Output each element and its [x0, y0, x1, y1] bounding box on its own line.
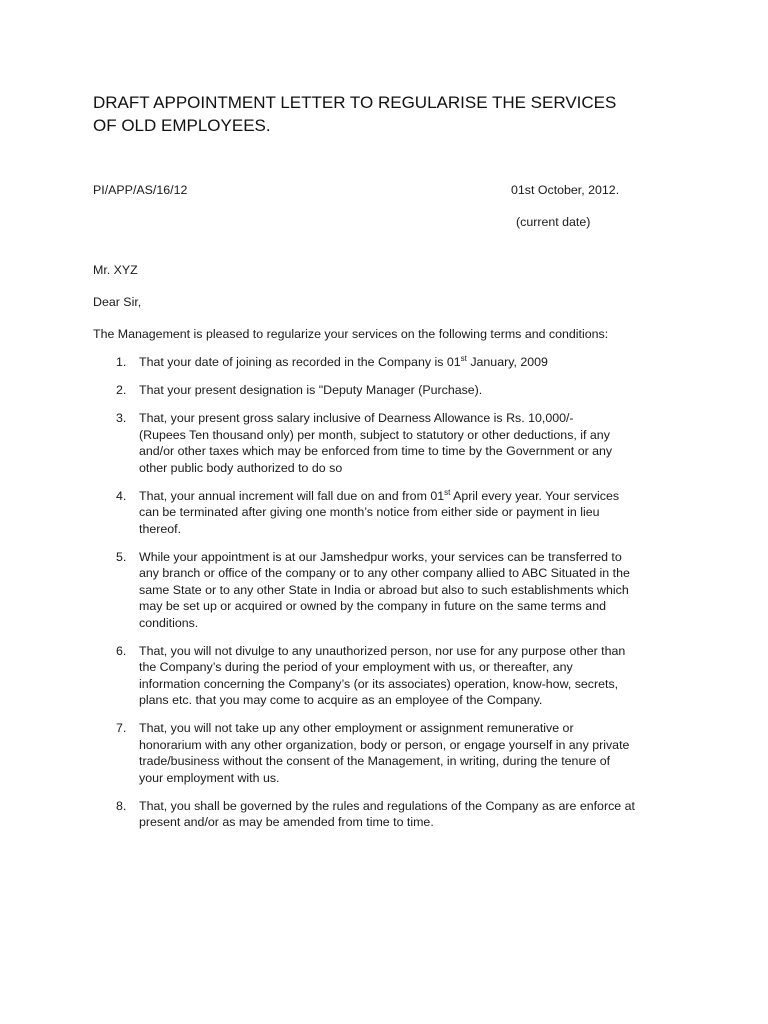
term-text-line [139, 427, 610, 444]
term-text: That, your present gross salary inclusive of Dearness Allowance is Rs. 10,000/- [139, 411, 574, 425]
term-text-line [139, 565, 630, 582]
term-text-line [139, 488, 619, 505]
term-text: may be set up or acquired or owned by the company in future on the same terms and [139, 599, 606, 613]
term-text: and/or other taxes which may be enforced from time to time by the Government or any [139, 444, 613, 458]
term-text-line [139, 753, 610, 770]
term-text-line [139, 737, 629, 754]
term-text-line [139, 460, 342, 477]
term-number: 4. [116, 488, 127, 503]
ordinal-superscript: st [460, 354, 467, 363]
term-text-line [139, 521, 181, 538]
term-text: your employment with us. [139, 770, 280, 785]
term-text: conditions. [139, 615, 199, 630]
term-text-line [139, 676, 618, 693]
term-text-line [139, 615, 198, 632]
term-number: 2. [116, 383, 127, 397]
term-text: That, you will not take up any other employment or assignment remunerative or [139, 721, 574, 735]
term-text: That, you will not divulge to any unauthorized person, nor use for any purpose other than [139, 643, 626, 658]
term-text-line [139, 798, 635, 815]
term-text: That your present designation is "Deputy Manager (Purchase). [139, 383, 483, 397]
title-line-1: DRAFT APPOINTMENT LETTER TO REGULARISE THE SERVICES [93, 93, 617, 112]
term-text-line [139, 354, 548, 371]
term-text-line [139, 443, 612, 460]
term-text: same State or to any other State in India or abroad but also to such establishments which [139, 582, 629, 597]
salutation: Dear Sir, [93, 295, 142, 309]
term-text: can be terminated after giving one month’s notice from either side or payment in lieu [139, 505, 600, 519]
reference-number: PI/APP/AS/16/12 [93, 183, 188, 197]
term-text: the Company’s during the period of your employment with us, or thereafter, any [139, 660, 573, 674]
term-text-line [139, 549, 622, 566]
term-text-line [139, 692, 542, 709]
term-text-line [139, 659, 573, 676]
letter-date: 01st October, 2012. [511, 183, 620, 197]
term-text-line [139, 382, 482, 399]
term-number: 1. [116, 355, 127, 369]
term-text-line [139, 814, 434, 831]
term-text: January, 2009 [466, 355, 548, 369]
date-note: (current date) [516, 215, 591, 229]
document-title [93, 91, 693, 137]
term-number: 6. [116, 643, 127, 658]
term-text-line [139, 410, 574, 427]
term-text-line [139, 582, 629, 599]
term-number: 8. [116, 798, 127, 813]
term-text: trade/business without the consent of the Management, in writing, during the tenure of [139, 754, 611, 768]
title-line-2: OF OLD EMPLOYEES. [93, 116, 271, 135]
addressee: Mr. XYZ [93, 263, 138, 277]
term-text: thereof. [139, 521, 182, 536]
term-number: 3. [116, 411, 127, 425]
term-number: 7. [116, 721, 127, 735]
term-text: information concerning the Company’s (or its associates) operation, know-how, secrets, [139, 676, 619, 691]
term-text: present and/or as may be amended from time to time. [139, 815, 434, 829]
term-text: That, your annual increment will fall due on and from 01 [139, 488, 445, 503]
term-text: honorarium with any other organization, body or person, or engage yourself in any private [139, 737, 630, 752]
term-number: 5. [116, 549, 127, 564]
term-text-line [139, 720, 574, 737]
term-text: plans etc. that you may come to acquire as an employee of the Company. [139, 693, 543, 707]
term-text: That your date of joining as recorded in the Company is 01 [139, 355, 461, 369]
term-text-line [139, 770, 279, 787]
ordinal-superscript: st [444, 487, 451, 497]
term-text: That, you shall be governed by the rules and regulations of the Company as are enforce at [139, 798, 635, 813]
term-text: other public body authorized to do so [139, 460, 343, 475]
term-text-line [139, 643, 625, 660]
term-text: any branch or office of the company or to any other company allied to ABC Situated in the [139, 566, 630, 580]
term-text-line [139, 598, 606, 615]
term-text: April every year. Your services [450, 488, 620, 503]
term-text-line [139, 504, 600, 521]
intro-paragraph: The Management is pleased to regularize your services on the following terms and conditions: [93, 327, 609, 341]
term-text: While your appointment is at our Jamshedpur works, your services can be transferred to [139, 549, 622, 564]
term-text: (Rupees Ten thousand only) per month, subject to statutory or other deductions, if any [139, 427, 610, 442]
